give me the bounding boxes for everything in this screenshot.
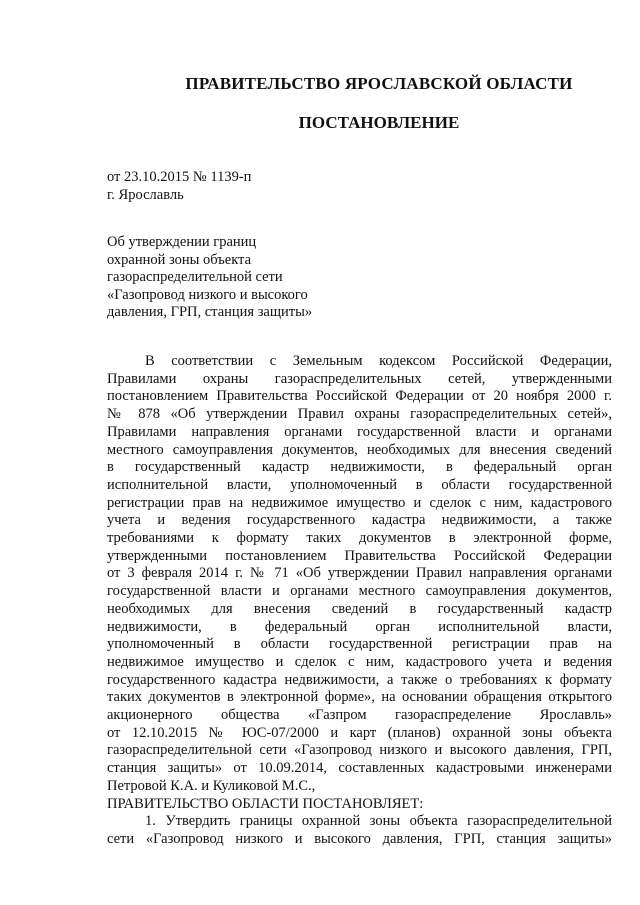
body-line: станция защиты» от 10.09.2014, составленных кадастровыми инженерами — [107, 760, 612, 777]
subject-line: газораспределительной сети — [107, 269, 283, 286]
body-line: Правилами охраны газораспределительных сетей, утвержденными — [107, 370, 612, 387]
body-line: недвижимости, в федеральный орган исполнительной власти, — [107, 618, 612, 635]
body-line: от 12.10.2015 № ЮС-07/2000 и карт (планов) охранной зоны объекта — [107, 724, 612, 741]
body-line: утвержденными постановлением Правительства Российской Федерации — [107, 547, 612, 564]
body-line: требованиями к формату таких документов в электронной форме, — [107, 530, 612, 547]
body-line: № 878 «Об утверждении Правил охраны газораспределительных сетей», — [107, 406, 612, 423]
body-line: уполномоченный в области государственной регистрации прав на — [107, 636, 612, 653]
body-line: учета и ведения государственного кадастра недвижимости, а также — [107, 512, 612, 529]
document-subject — [107, 234, 312, 322]
government-title: ПРАВИТЕЛЬСТВО ЯРОСЛАВСКОЙ ОБЛАСТИ — [185, 74, 573, 93]
body-line: газораспределительной сети «Газопровод низкого и высокого давления, ГРП, — [107, 742, 612, 759]
body-line: постановлением Правительства Российской Федерации от 20 ноября 2000 г. — [107, 388, 612, 405]
subject-line: давления, ГРП, станция защиты» — [107, 304, 313, 321]
body-line: в государственный кадастр недвижимости, в федеральный орган — [107, 459, 612, 476]
item-1-line: 1. Утвердить границы охранной зоны объекта газораспределительной — [145, 813, 612, 830]
body-line: местного самоуправления документов, необходимых для внесения сведений — [107, 441, 612, 458]
city: г. Ярославль — [107, 187, 184, 203]
document-body — [107, 353, 612, 849]
body-line: Правилами направления органами государственной власти и органами — [107, 423, 612, 440]
date-number: от 23.10.2015 № 1139-п — [107, 169, 252, 185]
resolve-line: ПРАВИТЕЛЬСТВО ОБЛАСТИ ПОСТАНОВЛЯЕТ: — [107, 795, 424, 812]
body-line: от 3 февраля 2014 г. № 71 «Об утверждении Правил направления органами — [107, 565, 612, 582]
subject-line: охранной зоны объекта — [107, 251, 252, 268]
body-line: регистрации прав на недвижимое имущество и сделок с ним, кадастрового — [107, 494, 612, 511]
subject-line: Об утверждении границ — [107, 234, 257, 250]
body-line: таких документов в электронной форме», на основании обращения открытого — [107, 689, 612, 706]
item-1-line: сети «Газопровод низкого и высокого давления, ГРП, станция защиты» — [107, 830, 612, 847]
body-line: исполнительной власти, уполномоченный в области государственной — [107, 476, 612, 493]
body-line: В соответствии с Земельным кодексом Российской Федерации, — [145, 353, 612, 369]
body-line: недвижимое имущество и сделок с ним, кадастрового учета и ведения — [107, 653, 612, 670]
body-line: акционерного общества «Газпром газораспределение Ярославль» — [107, 707, 612, 724]
document-type: ПОСТАНОВЛЕНИЕ — [298, 113, 460, 132]
body-line: государственного кадастра недвижимости, а также о требованиях к формату — [107, 671, 612, 688]
body-line: государственной власти и органами местного самоуправления документов, — [107, 583, 612, 600]
body-line: необходимых для внесения сведений в государственный кадастр — [107, 600, 612, 617]
body-line: Петровой К.А. и Куликовой М.С., — [107, 777, 316, 794]
subject-line: «Газопровод низкого и высокого — [107, 286, 308, 303]
document-meta — [107, 168, 251, 204]
